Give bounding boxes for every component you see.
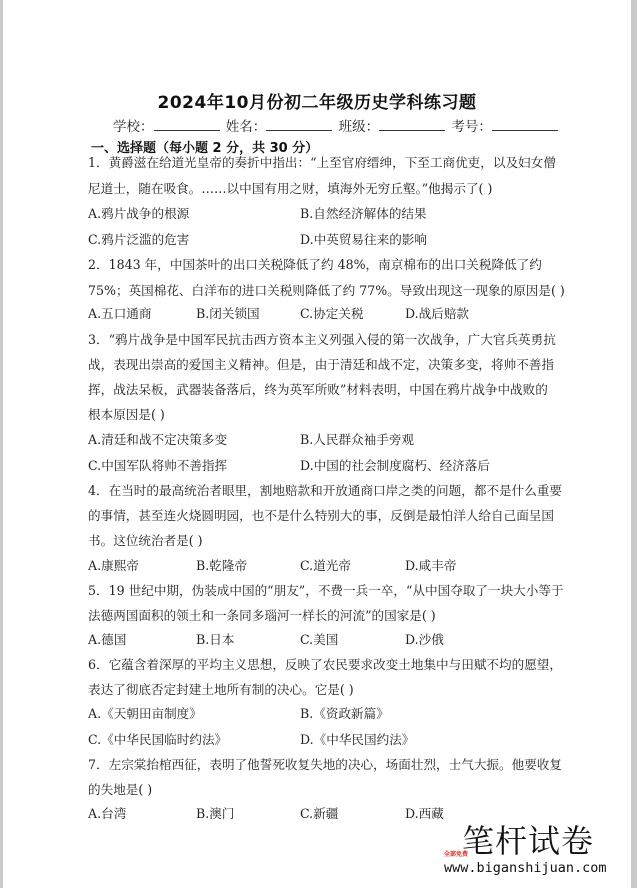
- question-5-option-a: A.德国: [88, 632, 127, 647]
- question-7-option-c: C.新疆: [300, 806, 339, 821]
- name-blank: [266, 118, 332, 131]
- question-6-option-a: A.《天朝田亩制度》: [88, 706, 202, 721]
- question-2-option-a: A.五口通商: [88, 306, 152, 321]
- school-label: 学校：: [113, 119, 154, 135]
- question-6-line-2: 表达了彻底否定封建土地所有制的决心。它是( ): [88, 682, 354, 697]
- question-4-option-d: D.咸丰帝: [405, 558, 457, 573]
- student-info-row: [113, 115, 560, 135]
- question-1-line-1: 1．黄爵滋在给道光皇帝的奏折中指出：“上至官府缙绅，下至工商优吏，以及妇女僧: [88, 155, 556, 170]
- class-blank: [379, 118, 445, 131]
- question-7-line-2: 的失地是( ): [88, 782, 153, 797]
- question-6-option-b: B.《资政新篇》: [300, 706, 389, 721]
- question-3-line-2: 战，表现出崇高的爱国主义精神。但是，由于清廷和战不定，决策多变，将帅不善指: [88, 357, 554, 372]
- class-label: 班级：: [338, 119, 380, 135]
- watermark-free-tag: 全部免费: [444, 851, 469, 858]
- question-6-option-d: D.《中华民国约法》: [300, 732, 415, 747]
- question-5-option-c: C.美国: [300, 632, 339, 647]
- question-3-line-4: 根本原因是( ): [88, 407, 165, 422]
- exam-page: [3, 0, 631, 888]
- question-6-line-1: 6．它蕴含着深厚的平均主义思想，反映了农民要求改变土地集中与田赋不均的愿望，: [88, 657, 562, 672]
- question-4-line-2: 的事情，甚至连火烧圆明园，也不是什么特别大的事，反倒是最怕洋人给自己面呈国: [88, 508, 554, 523]
- question-1-option-d: D.中英贸易往来的影响: [300, 232, 427, 247]
- question-2-option-b: B.闭关锁国: [196, 306, 260, 321]
- exam-number-label: 考号：: [451, 119, 492, 135]
- question-3-option-d: D.中国的社会制度腐朽、经济落后: [300, 458, 490, 473]
- question-3-option-a: A.清廷和战不定决策多变: [88, 432, 228, 447]
- question-2-option-d: D.战后赔款: [405, 306, 470, 321]
- exam-title: 2024年10月份初二年级历史学科练习题: [157, 93, 477, 113]
- question-4-line-1: 4．在当时的最高统治者眼里，割地赔款和开放通商口岸之类的问题，都不是什么重要: [88, 483, 562, 498]
- question-2-option-c: C.协定关税: [300, 306, 364, 321]
- question-2-line-2: 75%；英国棉花、白洋布的进口关税则降低了约 77%。导致出现这一现象的原因是( ): [88, 283, 565, 298]
- question-5-line-1: 5．19 世纪中期，伪装成中国的“朋友”，不费一兵一卒，“从中国夺取了一块大小等于: [88, 583, 564, 598]
- question-7-option-b: B.澳门: [196, 806, 235, 821]
- name-label: 姓名：: [225, 119, 267, 135]
- question-1-option-a: A.鸦片战争的根源: [88, 206, 190, 221]
- question-7-option-a: A.台湾: [88, 806, 127, 821]
- question-5-option-b: B.日本: [196, 632, 235, 647]
- question-1-line-2: 尼道士，随在吸食。……以中国有用之财，填海外无穷丘壑。”他揭示了( ): [88, 181, 493, 196]
- watermark-brand: 笔杆试卷: [462, 822, 595, 860]
- exam-number-blank: [492, 118, 558, 131]
- question-3-option-c: C.中国军队将帅不善指挥: [88, 458, 228, 473]
- question-3-line-3: 挥，战法呆板，武器装备落后，终为英军所败”材料表明，中国在鸦片战争中战败的: [88, 382, 548, 397]
- question-7-line-1: 7．左宗棠抬棺西征，表明了他誓死收复失地的决心，场面壮烈，士气大振。他要收复: [88, 757, 562, 772]
- watermark-url: www.biganshijuan.com: [444, 860, 607, 876]
- question-2-line-1: 2．1843 年，中国茶叶的出口关税降低了约 48%，南京棉布的出口关税降低了约: [88, 257, 542, 272]
- question-6-option-c: C.《中华民国临时约法》: [88, 732, 228, 747]
- question-5-line-2: 法德两国面积的领土和一条同多瑙河一样长的河流”的国家是( ): [88, 608, 436, 623]
- question-1-option-c: C.鸦片泛滥的危害: [88, 232, 190, 247]
- question-3-line-1: 3．“鸦片战争是中国军民抗击西方资本主义列强入侵的第一次战争，广大官兵英勇抗: [88, 332, 556, 347]
- question-4-option-b: B.乾隆帝: [196, 558, 248, 573]
- question-4-option-c: C.道光帝: [300, 558, 351, 573]
- question-4-option-a: A.康熙帝: [88, 558, 139, 573]
- school-blank: [154, 118, 220, 131]
- question-3-option-b: B.人民群众袖手旁观: [300, 432, 415, 447]
- question-5-option-d: D.沙俄: [405, 632, 444, 647]
- question-7-option-d: D.西藏: [405, 806, 444, 821]
- section-heading: 一、选择题（每小题 2 分，共 30 分）: [91, 141, 319, 156]
- question-1-option-b: B.自然经济解体的结果: [300, 206, 427, 221]
- question-4-line-3: 书。这位统治者是( ): [88, 533, 203, 548]
